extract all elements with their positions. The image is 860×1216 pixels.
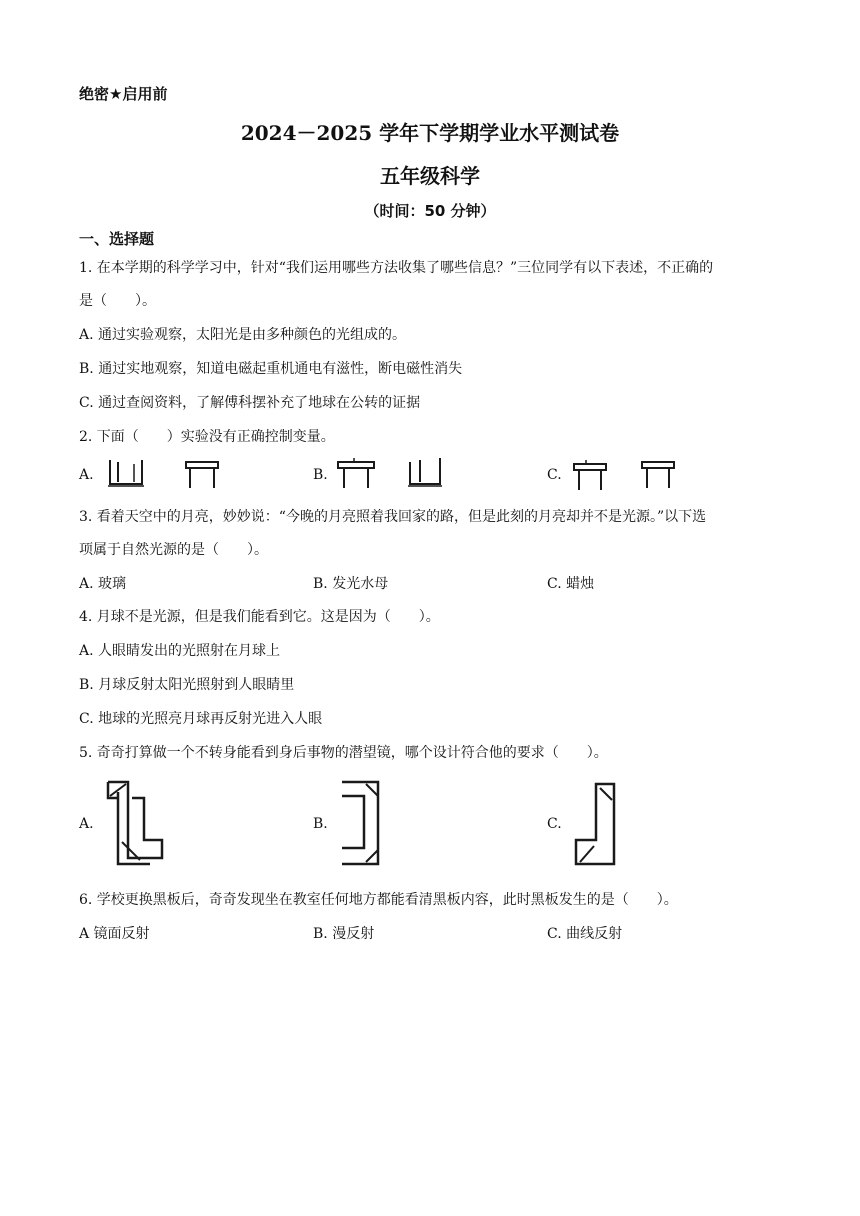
exam-title: 2024－2025 学年下学期学业水平测试卷 <box>240 121 620 145</box>
question-2-option-c-label: C. <box>547 467 562 483</box>
question-5-option-c-label: C. <box>547 816 562 832</box>
question-5-stem: 5. 奇奇打算做一个不转身能看到身后事物的潜望镜，哪个设计符合他的要求（ ）。 <box>79 745 608 761</box>
exam-duration: （时间：50 分钟） <box>364 202 496 220</box>
question-5-option-a-label: A. <box>79 816 94 832</box>
beaker-and-table-figure <box>104 456 224 492</box>
periscope-design-a <box>106 778 170 868</box>
question-3-option-a: A. 玻璃 <box>79 576 127 592</box>
question-3-stem-line-1: 3. 看着天空中的月亮，妙妙说：“今晚的月亮照着我回家的路，但是此刻的月亮却并不是光源。”以下选 <box>79 509 707 525</box>
question-6-option-b: B. 漫反射 <box>313 926 375 942</box>
question-4-option-c: C. 地球的光照亮月球再反射光进入人眼 <box>79 711 323 727</box>
question-3-option-b: B. 发光水母 <box>313 576 389 592</box>
question-6-option-a: A 镜面反射 <box>79 926 150 942</box>
two-tables-figure <box>572 456 682 492</box>
periscope-design-b <box>338 778 388 868</box>
question-1-option-b: B. 通过实地观察，知道电磁起重机通电有滋性，断电磁性消失 <box>79 361 463 377</box>
question-5-option-b-label: B. <box>313 816 328 832</box>
question-6-stem: 6. 学校更换黑板后，奇奇发现坐在教室任何地方都能看清黑板内容，此时黑板发生的是（ ）。 <box>79 892 678 908</box>
question-1-stem-line-2: 是（ ）。 <box>79 293 156 309</box>
question-2-option-b-label: B. <box>313 467 328 483</box>
question-1-stem-line-1: 1. 在本学期的科学学习中，针对“我们运用哪些方法收集了哪些信息？”三位同学有以下表述，不正确的 <box>79 260 714 276</box>
question-1-option-c: C. 通过查阅资料，了解傅科摆补充了地球在公转的证据 <box>79 395 421 411</box>
table-and-beaker-figure <box>336 456 456 492</box>
confidential-mark: 绝密★启用前 <box>79 85 168 103</box>
question-2-stem: 2. 下面（ ）实验没有正确控制变量。 <box>79 429 335 445</box>
question-2-option-a-label: A. <box>79 467 94 483</box>
periscope-design-c <box>574 778 624 868</box>
question-3-stem-line-2: 项属于自然光源的是（ ）。 <box>79 542 268 558</box>
question-6-option-c: C. 曲线反射 <box>547 926 623 942</box>
question-3-option-c: C. 蜡烛 <box>547 576 595 592</box>
question-4-stem: 4. 月球不是光源，但是我们能看到它。这是因为（ ）。 <box>79 609 440 625</box>
question-1-option-a: A. 通过实验观察，太阳光是由多种颜色的光组成的。 <box>79 327 407 343</box>
subject-title: 五年级科学 <box>380 164 480 188</box>
section-title: 一、选择题 <box>79 230 155 248</box>
question-4-option-b: B. 月球反射太阳光照射到人眼睛里 <box>79 677 295 693</box>
question-4-option-a: A. 人眼睛发出的光照射在月球上 <box>79 643 281 659</box>
